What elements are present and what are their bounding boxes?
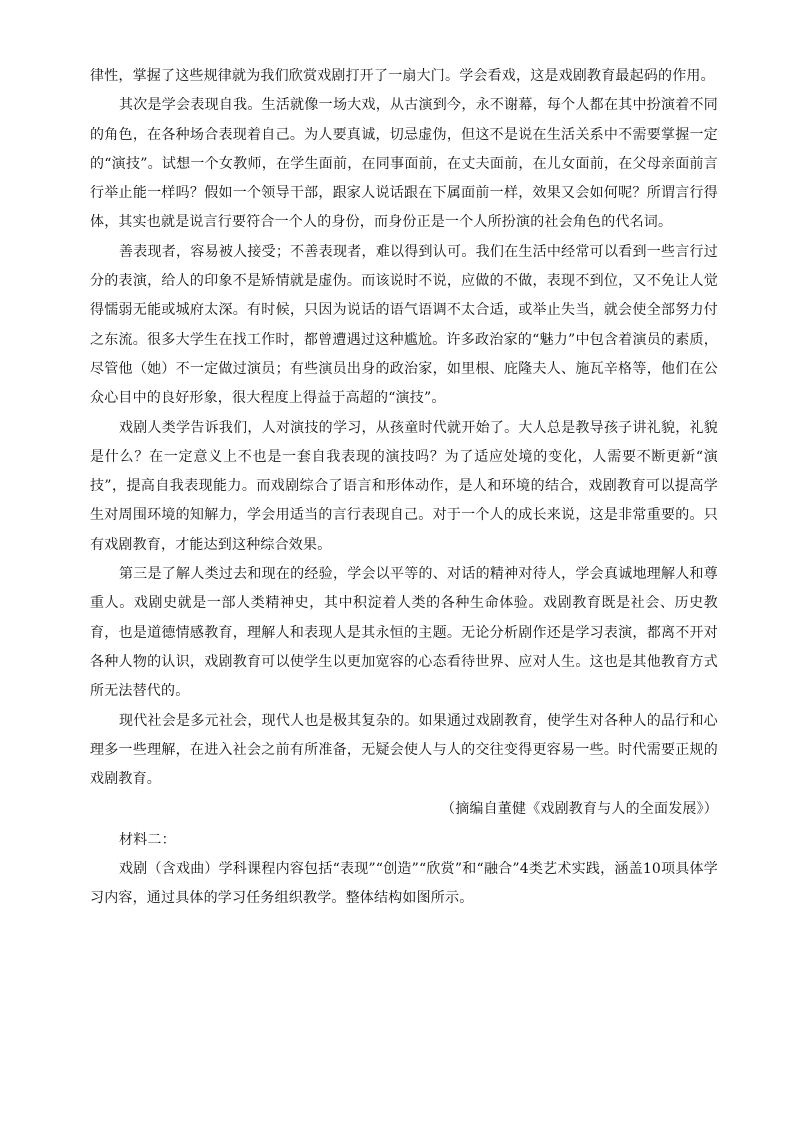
paragraph-continued: 律性，掌握了这些规律就为我们欣赏戏剧打开了一扇大门。学会看戏，这是戏剧教育最起码的作用。 [90,68,715,84]
document-body [90,62,718,914]
material-two-label: 材料二： [119,831,176,848]
paragraph-modern-society: 现代社会是多元社会，现代人也是极其复杂的。如果通过戏剧教育，使学生对各种人的品行和心理多一些理解，在进入社会之前有所准备，无疑会使人与人的交往变得更容易一些。时代需要正规的戏剧教育。 [90,712,718,788]
paragraph-human-experience: 第三是了解人类过去和现在的经验，学会以平等的、对话的精神对待人，学会真诚地理解人和尊重人。戏剧史就是一部人类精神史，其中积淀着人类的各种生命体验。戏剧教育既是社会、历史教育，也是道德情感教育，理解人和表现人是其永恒的主题。无论分析剧作还是学习表演，都离不开对各种人物的认识，戏剧教育可以使学生以更加宽容的心态看待世界、应对人生。这也是其他教育方式所无法替代的。 [90,566,718,700]
paragraph-good-expression: 善表现者，容易被人接受；不善表现者，难以得到认可。我们在生活中经常可以看到一些言行过分的表演，给人的印象不是矫情就是虚伪。而该说时不说，应做的不做，表现不到位，又不免让人觉得懦弱无能或城府太深。有时候，只因为说话的语气语调不太合适，或举止失当，就会使全部努力付之东流。很多大学生在找工作时，都曾遭遇过这种尴尬。许多政治家的“魅力”中包含着演员的素质，尽管他（她）不一定做过演员；有些演员出身的政治家，如里根、庇隆夫人、施瓦辛格等，他们在公众心目中的良好形象，很大程度上得益于高超的“演技”。 [90,243,718,407]
source-citation: （摘编自董健《戏剧教育与人的全面发展》） [441,801,718,818]
paragraph-self-expression: 其次是学会表现自我。生活就像一场大戏，从古演到今，永不谢幕，每个人都在其中扮演着不同的角色，在各种场合表现着自己。为人要真诚，切忌虚伪，但这不是说在生活关系中不需要掌握一定的“演技”。试想一个女教师，在学生面前，在同事面前，在丈夫面前，在儿女面前，在父母亲面前言行举止能一样吗？假如一个领导干部，跟家人说话跟在下属面前一样，效果又会如何呢？所谓言行得体，其实也就是说言行要符合一个人的身份，而身份正是一个人所扮演的社会角色的代名词。 [90,97,718,231]
material-two-paragraph: 戏剧（含戏曲）学科课程内容包括“表现”“创造”“欣赏”和“融合”4类艺术实践，涵盖10项具体学习内容，通过具体的学习任务组织教学。整体结构如图所示。 [90,861,718,907]
paragraph-drama-anthropology: 戏剧人类学告诉我们，人对演技的学习，从孩童时代就开始了。大人总是教导孩子讲礼貌，礼貌是什么？在一定意义上不也是一套自我表现的演技吗？为了适应处境的变化，人需要不断更新“演技”，提高自我表现能力。而戏剧综合了语言和形体动作，是人和环境的结合，戏剧教育可以提高学生对周围环境的知解力，学会用适当的言行表现自己。对于一个人的成长来说，这是非常重要的。只有戏剧教育，才能达到这种综合效果。 [90,419,718,553]
